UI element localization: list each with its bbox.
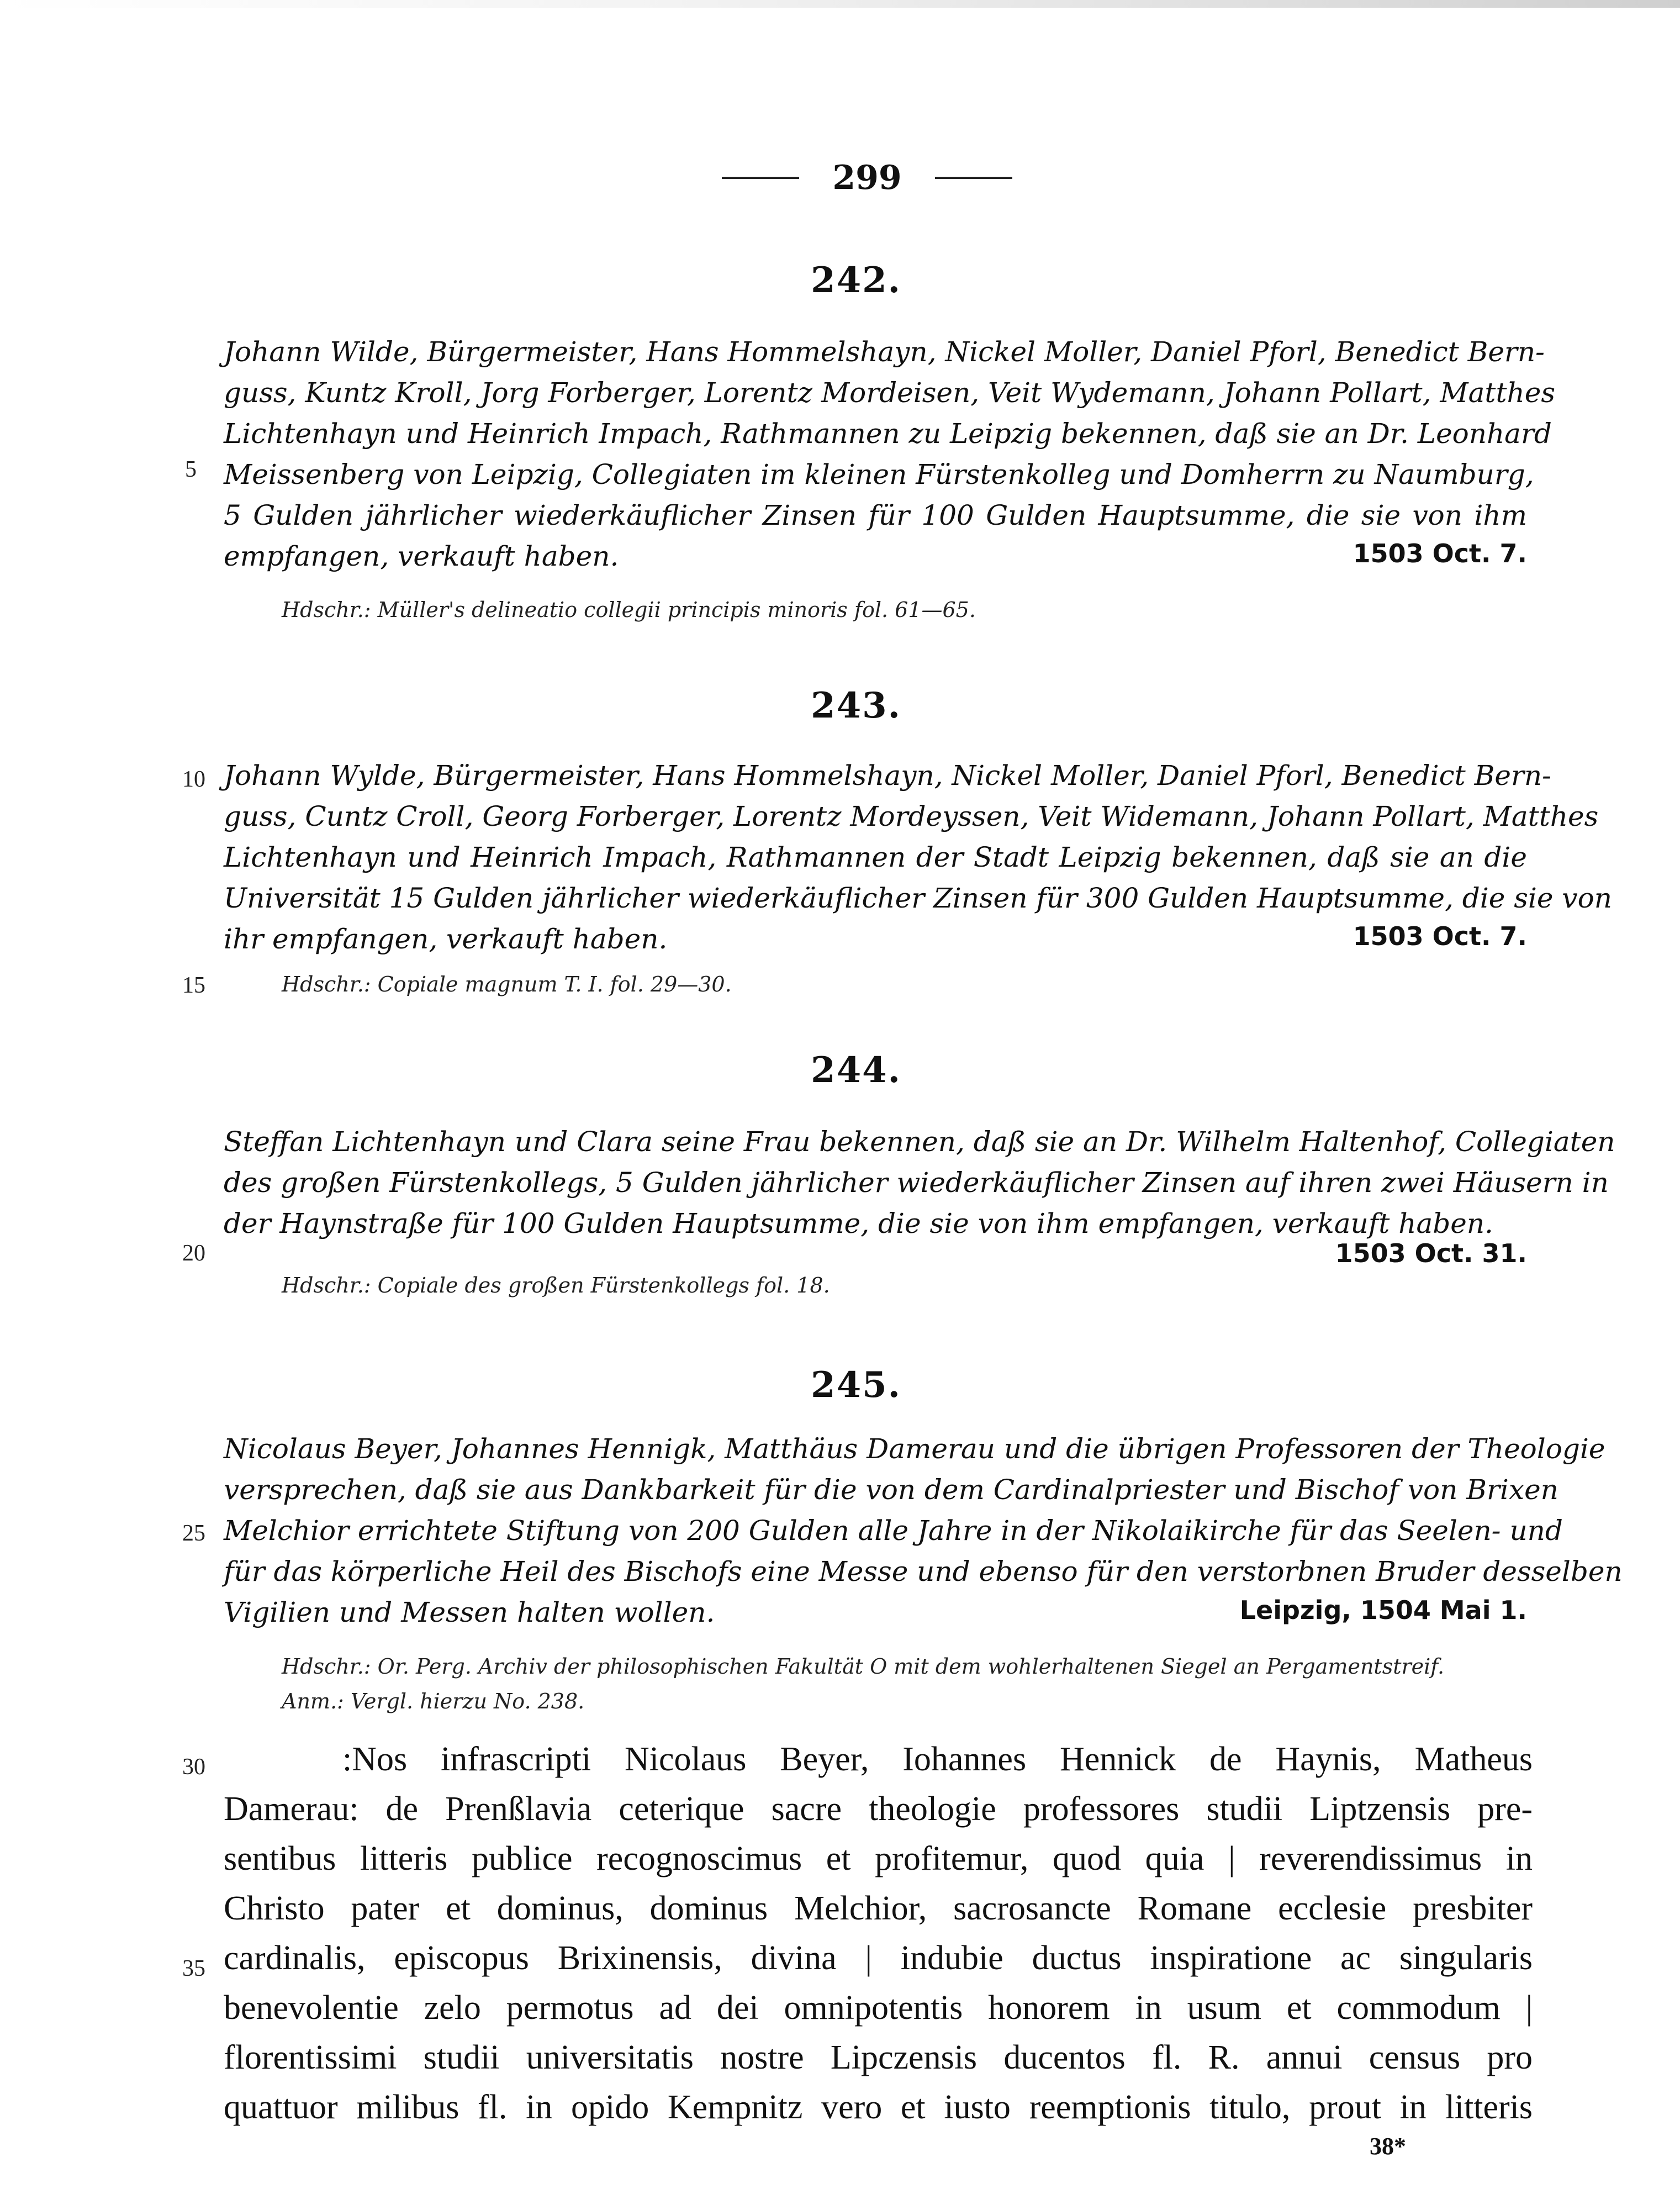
scan-top-edge xyxy=(0,0,1680,8)
latin-line: :Nos infrascripti Nicolaus Beyer, Iohannes Hennick de Haynis, Matheus xyxy=(342,1740,1533,1778)
regest-line: Meissenberg von Leipzig, Collegiaten im kleinen Fürstenkolleg und Domherrn zu Naumburg, xyxy=(224,458,1534,490)
regest-line: ihr empfangen, verkauft haben. xyxy=(224,923,668,955)
regest-line: Lichtenhayn und Heinrich Impach, Rathmannen der Stadt Leipzig bekennen, daß sie an die xyxy=(224,841,1527,873)
latin-line: benevolentie zelo permotus ad dei omnipotentis honorem in usum et commodum | xyxy=(224,1989,1533,2027)
regest-line: empfangen, verkauft haben. xyxy=(224,540,619,572)
margin-line-number: 25 xyxy=(182,1521,205,1546)
margin-line-number: 20 xyxy=(182,1241,205,1266)
latin-line: quattuor milibus fl. in opido Kempnitz vero et iusto reemptionis titulo, prout in litteris xyxy=(224,2088,1533,2126)
source-note: Hdschr.: Or. Perg. Archiv der philosophischen Fakultät O mit dem wohlerhaltenen Siegel an Pergamentstreif. xyxy=(282,1654,1445,1679)
entry-date: 1503 Oct. 7. xyxy=(1353,921,1527,951)
header-rule-right xyxy=(935,177,1012,179)
entry-date: 1503 Oct. 31. xyxy=(1335,1238,1527,1268)
margin-line-number: 10 xyxy=(182,767,205,792)
regest-242 xyxy=(224,331,1556,577)
regest-line: Johann Wilde, Bürgermeister, Hans Hommelshayn, Nickel Moller, Daniel Pforl, Benedict Bern- xyxy=(224,336,1545,368)
latin-line: Christo pater et dominus, dominus Melchior, sacrosancte Romane ecclesie presbiter xyxy=(224,1890,1533,1927)
regest-line: für das körperliche Heil des Bischofs eine Messe und ebenso für den verstorbnen Bruder desselben xyxy=(224,1555,1623,1587)
margin-line-number: 30 xyxy=(182,1754,205,1780)
page-number: 299 xyxy=(832,159,902,197)
sheet-signature: 38* xyxy=(1370,2133,1406,2160)
page-header xyxy=(712,156,1022,200)
regest-line: des großen Fürstenkollegs, 5 Gulden jährlicher wiederkäuflicher Zinsen auf ihren zwei Häusern in xyxy=(224,1167,1609,1199)
annotation-note: Anm.: Vergl. hierzu No. 238. xyxy=(282,1689,585,1713)
entry-number: 243. xyxy=(811,685,901,726)
entry-number: 244. xyxy=(811,1049,901,1091)
source-note: Hdschr.: Copiale des großen Fürstenkollegs fol. 18. xyxy=(282,1273,830,1297)
margin-line-number: 5 xyxy=(185,457,197,482)
regest-line: der Haynstraße für 100 Gulden Hauptsumme, die sie von ihm empfangen, verkauft haben. xyxy=(224,1207,1493,1239)
regest-line: Johann Wylde, Bürgermeister, Hans Hommelshayn, Nickel Moller, Daniel Pforl, Benedict Bern- xyxy=(224,759,1551,792)
regest-line: 5 Gulden jährlicher wiederkäuflicher Zinsen für 100 Gulden Hauptsumme, die sie von ihm xyxy=(224,499,1527,531)
entry-number: 245. xyxy=(811,1364,901,1406)
regest-line: Universität 15 Gulden jährlicher wiederkäuflicher Zinsen für 300 Gulden Hauptsumme, die sie von xyxy=(224,882,1612,914)
entry-number: 242. xyxy=(811,260,901,301)
regest-line: Vigilien und Messen halten wollen. xyxy=(224,1596,715,1628)
latin-line: Damerau: de Prenßlavia ceterique sacre theologie professores studii Liptzensis pre- xyxy=(224,1790,1533,1828)
header-rule-left xyxy=(722,177,799,179)
latin-line: sentibus litteris publice recognoscimus et profitemur, quod quia | reverendissimus in xyxy=(224,1840,1533,1877)
regest-line: Nicolaus Beyer, Johannes Hennigk, Matthäus Damerau und die übrigen Professoren der Theologie xyxy=(224,1433,1605,1465)
regest-line: versprechen, daß sie aus Dankbarkeit für die von dem Cardinalpriester und Bischof von Brixen xyxy=(224,1474,1559,1506)
source-note: Hdschr.: Müller's delineatio collegii principis minoris fol. 61—65. xyxy=(282,598,976,622)
margin-line-number: 15 xyxy=(182,973,205,998)
regest-line: guss, Cuntz Croll, Georg Forberger, Lorentz Mordeyssen, Veit Widemann, Johann Pollart, Matthes xyxy=(224,800,1599,832)
regest-line: Melchior errichtete Stiftung von 200 Gulden alle Jahre in der Nikolaikirche für das Seelen- und xyxy=(224,1515,1563,1547)
latin-line: florentissimi studii universitatis nostre Lipczensis ducentos fl. R. annui census pro xyxy=(224,2039,1533,2076)
source-note: Hdschr.: Copiale magnum T. I. fol. 29—30. xyxy=(282,972,732,996)
regest-243 xyxy=(224,755,1612,959)
regest-line: guss, Kuntz Kroll, Jorg Forberger, Lorentz Mordeisen, Veit Wydemann, Johann Pollart, Matthes xyxy=(224,377,1556,409)
entry-date: Leipzig, 1504 Mai 1. xyxy=(1239,1595,1527,1625)
regest-line: Steffan Lichtenhayn und Clara seine Frau bekennen, daß sie an Dr. Wilhelm Haltenhof, Collegiaten xyxy=(224,1126,1615,1158)
latin-text xyxy=(224,1734,1533,2132)
regest-244 xyxy=(224,1121,1615,1244)
margin-line-number: 35 xyxy=(182,1956,205,1981)
entry-date: 1503 Oct. 7. xyxy=(1353,539,1527,568)
regest-line: Lichtenhayn und Heinrich Impach, Rathmannen zu Leipzig bekennen, daß sie an Dr. Leonhard xyxy=(224,418,1552,450)
latin-line: cardinalis, episcopus Brixinensis, divina | indubie ductus inspiratione ac singularis xyxy=(224,1939,1533,1977)
